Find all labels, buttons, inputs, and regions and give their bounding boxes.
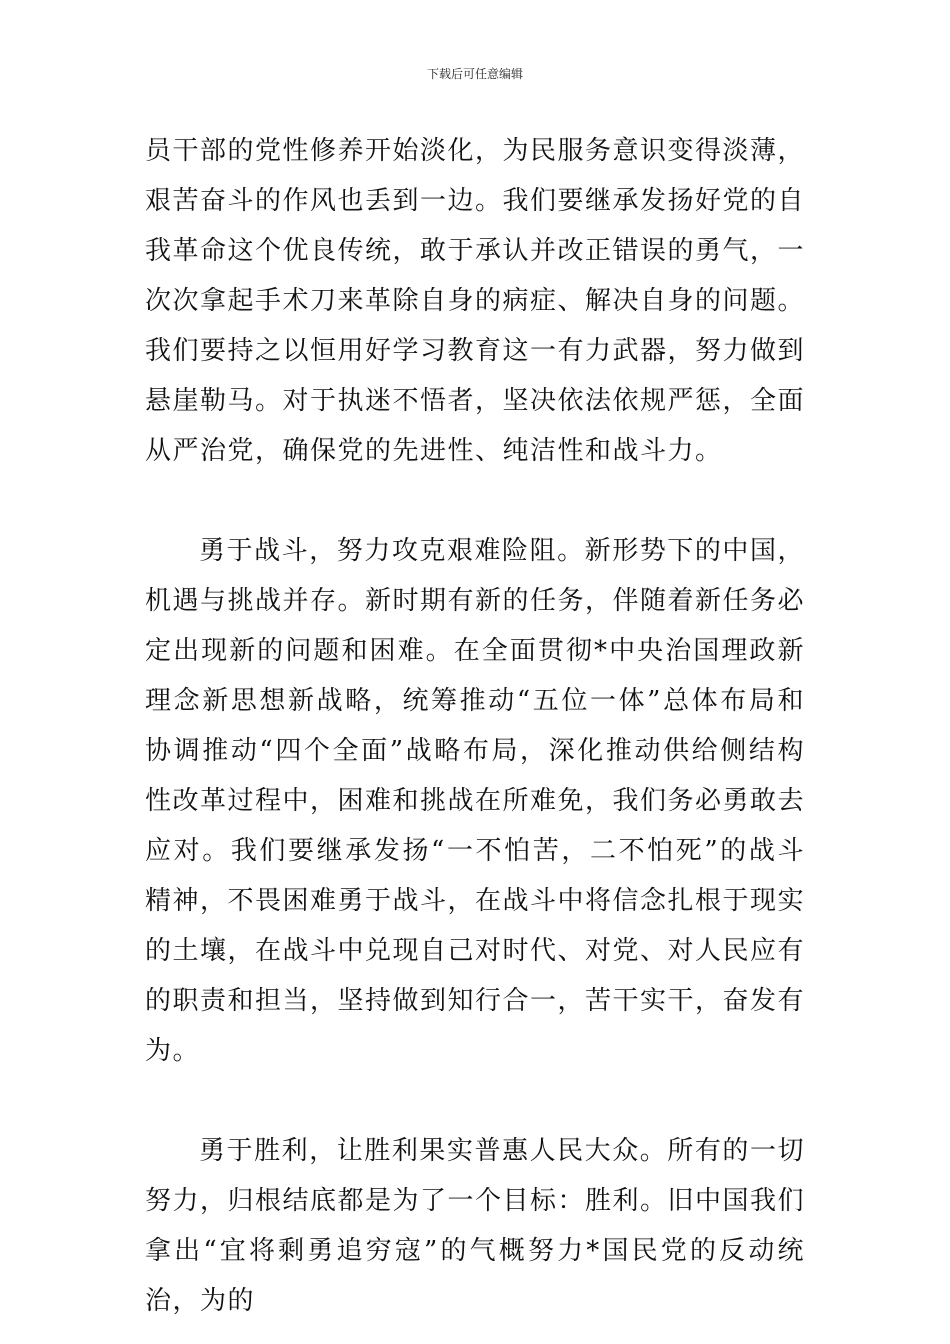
page-header: 下载后可任意编辑 (426, 67, 523, 81)
paragraph-2: 勇于战斗，努力攻克艰难险阻。新形势下的中国，机遇与挑战并存。新时期有新的任务，伴随着新任务必定出现新的问题和困难。在全面贯彻*中央治国理政新理念新思想新战略，统筹推动“五位一体”总体布局和协调推动“四个全面”战略布局，深化推动供给侧结构性改革过程中，困难和挑战在所难免，我们务必勇敢去应对。我们要继承发扬“一不怕苦，二不怕死”的战斗精神，不畏困难勇于战斗，在战斗中将信念扎根于现实的土壤，在战斗中兑现自己对时代、对党、对人民应有的职责和担当，坚持做到知行合一，苦干实干，奋发有为。 (145, 536, 806, 1066)
document-body (145, 126, 805, 1326)
paragraph-1: 员干部的党性修养开始淡化，为民服务意识变得淡薄，艰苦奋斗的作风也丢到一边。我们要继承发扬好党的自我革命这个优良传统，敢于承认并改正错误的勇气，一次次拿起手术刀来革除自身的病症、解决自身的问题。我们要持之以恒用好学习教育这一有力武器，努力做到悬崖勒马。对于执迷不悟者，坚决依法依规严惩，全面从严治党，确保党的先进性、纯洁性和战斗力。 (145, 136, 806, 466)
paragraph-spacer (145, 1076, 805, 1126)
paragraph-spacer (145, 476, 805, 526)
paragraph-3: 勇于胜利，让胜利果实普惠人民大众。所有的一切努力，归根结底都是为了一个目标：胜利。旧中国我们拿出“宜将剩勇追穷寇”的气概努力*国民党的反动统治，为的 (145, 1136, 806, 1316)
